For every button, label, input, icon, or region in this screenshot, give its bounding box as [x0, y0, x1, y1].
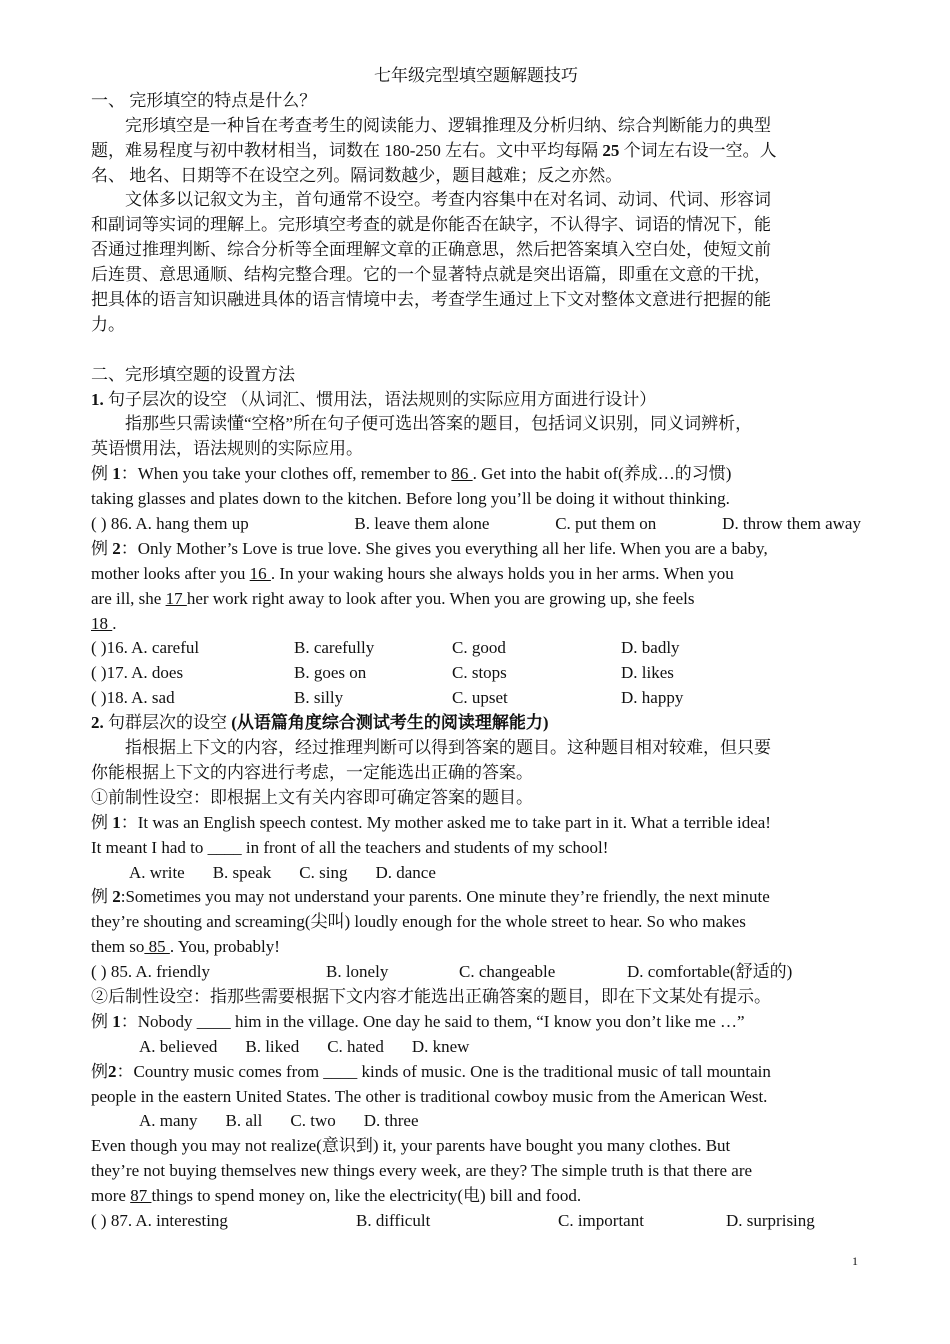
option: B. silly: [294, 688, 344, 708]
option: C. hated: [327, 1036, 384, 1056]
example-line: they’re shouting and screaming(尖叫) loudly enough for the whole street to hear. So who makes: [91, 912, 746, 932]
subsection-bold-text: (从语篇角度综合测试考生的阅读理解能力): [231, 713, 549, 733]
text-run: ：Nobody ____ him in the village. One day he said to them, “I know you don’t like me …”: [120, 1011, 745, 1031]
text-run: ：Country music comes from ____ kinds of music. One is the traditional music of tall mountain: [116, 1061, 771, 1081]
section-2-heading: 二、完形填空题的设置方法: [91, 364, 295, 384]
subsection-text: 句子层次的设空 （从词汇、惯用法，语法规则的实际应用方面进行设计）: [103, 389, 657, 409]
option-row: [91, 636, 861, 661]
text-run: . You, probably!: [169, 937, 280, 957]
blank-85: 85: [144, 937, 170, 957]
text-run: .: [112, 613, 117, 633]
subsection-1-heading: [91, 388, 861, 413]
text-run: her work right away to look after you. When you are growing up, she feels: [186, 588, 695, 608]
example-number: 2: [112, 887, 121, 907]
text-run: ：It was an English speech contest. My mother asked me to take part in it. What a terrible idea!: [120, 812, 771, 832]
blank-18: 18: [91, 613, 113, 633]
section-1-heading: 一、 完形填空的特点是什么？: [91, 90, 317, 110]
option: C. changeable: [459, 962, 556, 982]
s1-p1-line: [91, 139, 861, 164]
example-line: [91, 537, 861, 562]
blank-86: 86: [451, 464, 473, 484]
option: ( ) 87. A. interesting: [91, 1210, 228, 1230]
option: C. good: [452, 638, 506, 658]
example-label: 例: [91, 887, 113, 907]
text-run: . Get into the habit of(养成…的习惯): [472, 464, 732, 484]
example-label: 例: [91, 464, 113, 484]
blank-87: 87: [130, 1186, 152, 1206]
example-number: 2: [112, 538, 121, 558]
s1-p2-line: 文体多以记叙文为主，首句通常不设空。考查内容集中在对名词、动词、代词、形容词: [125, 190, 771, 210]
bold-number: 25: [602, 140, 620, 160]
example-line: [91, 935, 861, 960]
text-run: more: [91, 1186, 131, 1206]
option-row: [91, 1035, 861, 1060]
subsection-2-heading: [91, 711, 861, 736]
blank-17: 17: [165, 588, 187, 608]
example-number: 1: [112, 812, 121, 832]
option: C. upset: [452, 688, 508, 708]
example-line: [91, 811, 861, 836]
option-row: [91, 661, 861, 686]
s1-p2-line: 否通过推理判断、综合分析等全面理解文章的正确意思，然后把答案填入空白处，使短文前: [91, 240, 771, 260]
example-line: [91, 1010, 861, 1035]
text-run: 题，难易程度与初中教材相当，词数在 180-250 左右。文中平均每隔: [91, 140, 603, 160]
option: B. liked: [245, 1036, 300, 1056]
option-row: [91, 1209, 861, 1234]
text-run: ：Only Mother’s Love is true love. She gives you everything all her life. When you are a baby,: [120, 538, 768, 558]
option: B. carefully: [294, 638, 375, 658]
example-line: [91, 1060, 861, 1085]
example-number: 1: [112, 1011, 121, 1031]
option: A. many: [139, 1111, 198, 1131]
passage-line: Even though you may not realize(意识到) it, your parents have bought you many clothes. But: [91, 1136, 731, 1156]
option: C. two: [290, 1111, 336, 1131]
option-row: [91, 1109, 861, 1134]
text-run: are ill, she: [91, 588, 166, 608]
spacer: [91, 338, 861, 363]
option-row: [91, 686, 861, 711]
option: D. knew: [411, 1036, 470, 1056]
option: D. badly: [621, 638, 680, 658]
option: C. put them on: [555, 514, 657, 534]
desc-line: 英语惯用法，语法规则的实际应用。: [91, 439, 363, 459]
option: B. leave them alone: [354, 514, 490, 534]
example-line: [91, 612, 861, 637]
page-number: 1: [852, 1254, 858, 1268]
s1-p1-line: 完形填空是一种旨在考查考生的阅读能力、逻辑推理及分析归纳、综合判断能力的典型: [125, 115, 771, 135]
subsection-text: 句群层次的设空: [103, 713, 232, 733]
pre-blank-heading: ①前制性设空：即根据上文有关内容即可确定答案的题目。: [91, 787, 533, 807]
option: ( ) 86. A. hang them up: [91, 514, 249, 534]
option: C. important: [558, 1210, 644, 1230]
text-run: :Sometimes you may not understand your parents. One minute they’re friendly, the next minute: [120, 887, 770, 907]
subsection-number: 1.: [91, 389, 104, 409]
example-line: It meant I had to ____ in front of all the teachers and students of my school!: [91, 837, 609, 857]
option: B. lonely: [326, 962, 389, 982]
option: B. difficult: [356, 1210, 431, 1230]
option: D. surprising: [726, 1210, 815, 1230]
example-line: [91, 462, 861, 487]
example-line: people in the eastern United States. The other is traditional cowboy music from the American West.: [91, 1086, 768, 1106]
blank-16: 16: [249, 563, 271, 583]
option: ( )18. A. sad: [91, 688, 175, 708]
example-line: [91, 587, 861, 612]
example-line: [91, 562, 861, 587]
s1-p1-line: 名、 地名、日期等不在设空之列。隔词数越少，题目越难；反之亦然。: [91, 165, 623, 185]
desc-line: 指那些只需读懂“空格”所在句子便可选出答案的题目，包括词义识别，同义词辨析，: [125, 414, 753, 434]
option: D. comfortable(舒适的): [627, 962, 793, 982]
option: ( )16. A. careful: [91, 638, 200, 658]
option: D. happy: [621, 688, 684, 708]
text-run: . In your waking hours she always holds you in her arms. When you: [270, 563, 734, 583]
desc-line: 指根据上下文的内容，经过推理判断可以得到答案的题目。这种题目相对较难，但只要: [125, 738, 771, 758]
option-row: [91, 512, 861, 537]
example-label: 例: [91, 812, 113, 832]
subsection-number: 2.: [91, 713, 104, 733]
s1-p2-line: 把具体的语言知识融进具体的语言情境中去，考查学生通过上下文对整体文意进行把握的能: [91, 290, 771, 310]
option: C. stops: [452, 663, 507, 683]
post-blank-heading: ②后制性设空：指那些需要根据下文内容才能选出正确答案的题目，即在下文某处有提示。: [91, 986, 771, 1006]
document-page: [91, 64, 861, 1234]
text-run: 个词左右设一空。人: [619, 140, 777, 160]
example-label: 例: [91, 538, 113, 558]
option: D. likes: [621, 663, 674, 683]
passage-line: they’re not buying themselves new things every week, are they? The simple truth is that there are: [91, 1161, 753, 1181]
option: A. believed: [139, 1036, 218, 1056]
passage-line: [91, 1184, 861, 1209]
example-number: 2: [108, 1061, 117, 1081]
option: ( )17. A. does: [91, 663, 184, 683]
example-line: taking glasses and plates down to the kitchen. Before long you’ll be doing it without thinking.: [91, 489, 730, 509]
example-label: 例: [91, 1011, 113, 1031]
option: B. goes on: [294, 663, 367, 683]
example-number: 1: [112, 464, 121, 484]
page-title: 七年级完型填空题解题技巧: [374, 66, 578, 85]
text-run: ：When you take your clothes off, remember to: [120, 464, 452, 484]
example-line: [91, 885, 861, 910]
s1-p2-line: 力。: [91, 314, 125, 334]
option: ( ) 85. A. friendly: [91, 962, 210, 982]
s1-p2-line: 和副词等实词的理解上。完形填空考查的就是你能否在缺字，不认得字、词语的情况下，能: [91, 215, 771, 235]
option: B. speak: [212, 862, 272, 882]
option-row: [91, 861, 861, 886]
desc-line: 你能根据上下文的内容进行考虑，一定能选出正确的答案。: [91, 762, 533, 782]
text-run: mother looks after you: [91, 563, 250, 583]
text-run: things to spend money on, like the electricity(电) bill and food.: [151, 1186, 582, 1206]
example-label: 例: [91, 1061, 108, 1081]
option: B. all: [225, 1111, 263, 1131]
text-run: them so: [91, 937, 145, 957]
option: D. three: [363, 1111, 419, 1131]
option: A. write: [129, 862, 185, 882]
option-row: [91, 960, 861, 985]
s1-p2-line: 后连贯、意思通顺、结构完整合理。它的一个显著特点就是突出语篇，即重在文意的干扰，: [91, 265, 771, 285]
option: C. sing: [299, 862, 348, 882]
option: D. throw them away: [722, 514, 861, 534]
option: D. dance: [375, 862, 436, 882]
